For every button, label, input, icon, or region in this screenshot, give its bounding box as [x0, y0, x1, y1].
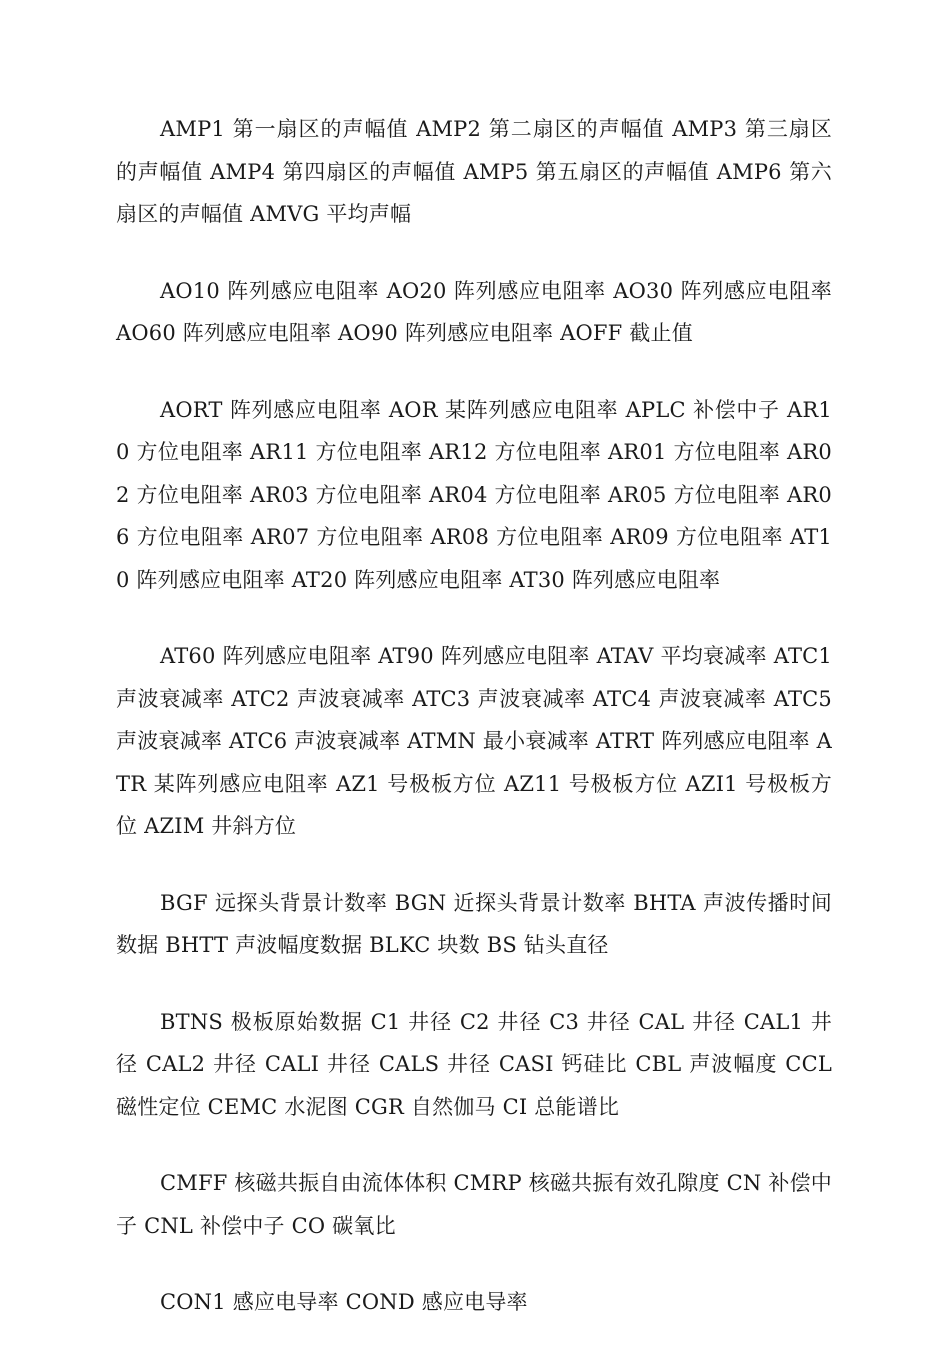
paragraph-cmff: CMFF 核磁共振自由流体体积 CMRP 核磁共振有效孔隙度 CN 补偿中子 CNL 补偿中子 CO 碳氧比: [116, 1171, 832, 1238]
paragraph-aort: AORT 阵列感应电阻率 AOR 某阵列感应电阻率 APLC 补偿中子 AR10 方位电阻率 AR11 方位电阻率 AR12 方位电阻率 AR01 方位电阻率 AR02 方位电阻率 AR03 方位电阻率 AR04 方位电阻率 AR05 方位电阻率 AR06 方位电阻率 AR07 方位电阻率 AR08 方位电阻率 AR09 方位电阻率 AT10 阵列感应电阻率 AT20 阵列感应电阻率 AT30 阵列感应电阻率: [116, 397, 832, 592]
paragraph-con: CON1 感应电导率 COND 感应电导率: [160, 1290, 528, 1314]
document-body: [116, 108, 832, 1358]
paragraph-ao: AO10 阵列感应电阻率 AO20 阵列感应电阻率 AO30 阵列感应电阻率 AO60 阵列感应电阻率 AO90 阵列感应电阻率 AOFF 截止值: [116, 278, 832, 345]
paragraph-btns: BTNS 极板原始数据 C1 井径 C2 井径 C3 井径 CAL 井径 CAL1 井径 CAL2 井径 CALI 井径 CALS 井径 CASI 钙硅比 CBL 声波幅度 CCL 磁性定位 CEMC 水泥图 CGR 自然伽马 CI 总能谱比: [116, 1009, 832, 1119]
paragraph-bg: BGF 远探头背景计数率 BGN 近探头背景计数率 BHTA 声波传播时间数据 BHTT 声波幅度数据 BLKC 块数 BS 钻头直径: [116, 890, 832, 957]
paragraph-amp: AMP1 第一扇区的声幅值 AMP2 第二扇区的声幅值 AMP3 第三扇区的声幅值 AMP4 第四扇区的声幅值 AMP5 第五扇区的声幅值 AMP6 第六扇区的声幅值 AMVG 平均声幅: [116, 117, 832, 226]
paragraph-at: AT60 阵列感应电阻率 AT90 阵列感应电阻率 ATAV 平均衰减率 ATC1 声波衰减率 ATC2 声波衰减率 ATC3 声波衰减率 ATC4 声波衰减率 ATC5 声波衰减率 ATC6 声波衰减率 ATMN 最小衰减率 ATRT 阵列感应电阻率 ATR 某阵列感应电阻率 AZ1 号极板方位 AZ11 号极板方位 AZI1 号极板方位 AZIM 井斜方位: [116, 644, 832, 838]
